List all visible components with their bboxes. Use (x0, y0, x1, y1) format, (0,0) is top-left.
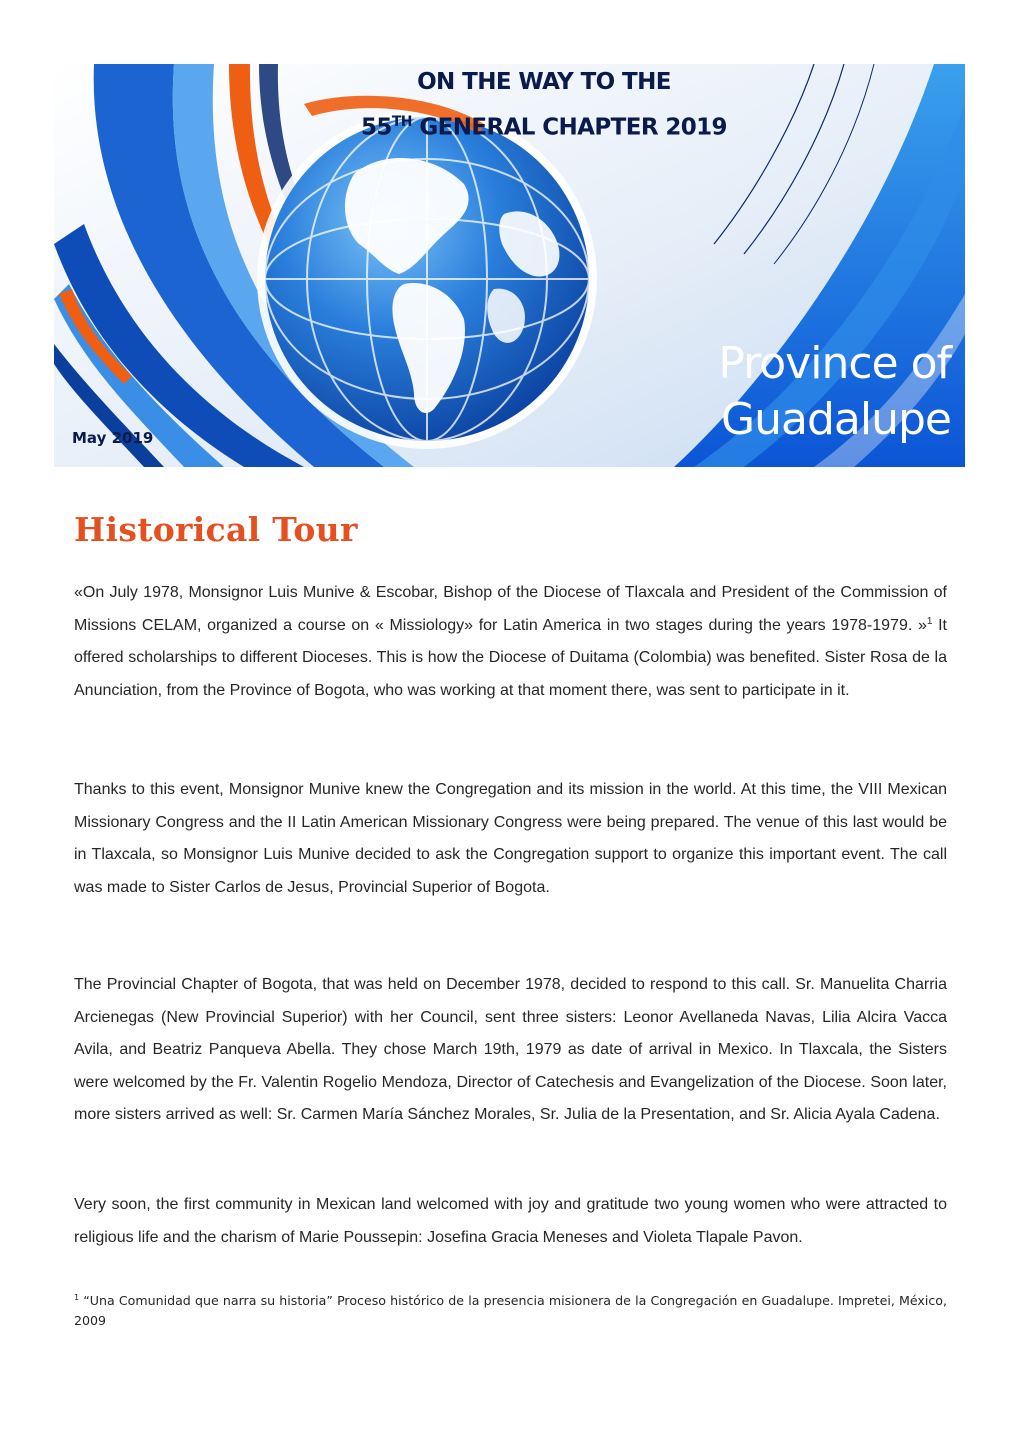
chapter-ordinal-suffix: TH (391, 114, 412, 130)
footnote-text: “Una Comunidad que narra su historia” Proceso histórico de la presencia misionera de la Congregación en Guadalupe. Impretei, México, 2009 (74, 1293, 947, 1328)
paragraph-1-text-a: «On July 1978, Monsignor Luis Munive & Escobar, Bishop of the Diocese of Tlaxcala and President of the Commission of Missions CELAM, organized a course on « Missiology» for Latin America in two stages during the years 1978-1979. » (74, 584, 947, 634)
chapter-number: 55 (361, 114, 392, 141)
issue-date: May 2019 (72, 429, 154, 447)
section-heading: Historical Tour (74, 510, 358, 549)
paragraph-1 (74, 577, 947, 707)
footnote-number: 1 (74, 1293, 80, 1302)
banner-title-line2 (334, 114, 754, 141)
chapter-title-rest: GENERAL CHAPTER 2019 (411, 114, 727, 141)
paragraph-1-text-b: It offered scholarships to different Dioceses. This is how the Diocese of Duitama (Colombia) was benefited. Sister Rosa de la Anunciation, from the Province of Bogota, who was working at that moment there, was sent to participate in it. (74, 616, 948, 699)
footnote (74, 1291, 947, 1331)
province-title-line1: Province of (718, 338, 951, 389)
header-banner (54, 64, 965, 467)
paragraph-3: The Provincial Chapter of Bogota, that was held on December 1978, decided to respond to this call. Sr. Manuelita Charria Arcienegas (New Provincial Superior) with her Council, sent three sisters: Leonor Avellaneda Navas, Lilia Alcira Vacca Avila, and Beatriz Panqueva Abella. They chose March 19th, 1979 as date of arrival in Mexico. In Tlaxcala, the Sisters were welcomed by the Fr. Valentin Rogelio Mendoza, Director of Catechesis and Evangelization of the Diocese. Soon later, more sisters arrived as well: Sr. Carmen María Sánchez Morales, Sr. Julia de la Presentation, and Sr. Alicia Ayala Cadena. (74, 976, 947, 1124)
footnote-reference: 1 (926, 615, 933, 627)
province-title-line2: Guadalupe (721, 394, 951, 445)
paragraph-2: Thanks to this event, Monsignor Munive knew the Congregation and its mission in the world. At this time, the VIII Mexican Missionary Congress and the II Latin American Missionary Congress were being prepared. The venue of this last would be in Tlaxcala, so Monsignor Luis Munive decided to ask the Congregation support to organize this important event. The call was made to Sister Carlos de Jesus, Provincial Superior of Bogota. (74, 781, 947, 896)
paragraph-4: Very soon, the first community in Mexican land welcomed with joy and gratitude two young women who were attracted to religious life and the charism of Marie Poussepin: Josefina Gracia Meneses and Violeta Tlapale Pavon. (74, 1196, 947, 1246)
banner-title-line1: ON THE WAY TO THE (417, 69, 671, 95)
